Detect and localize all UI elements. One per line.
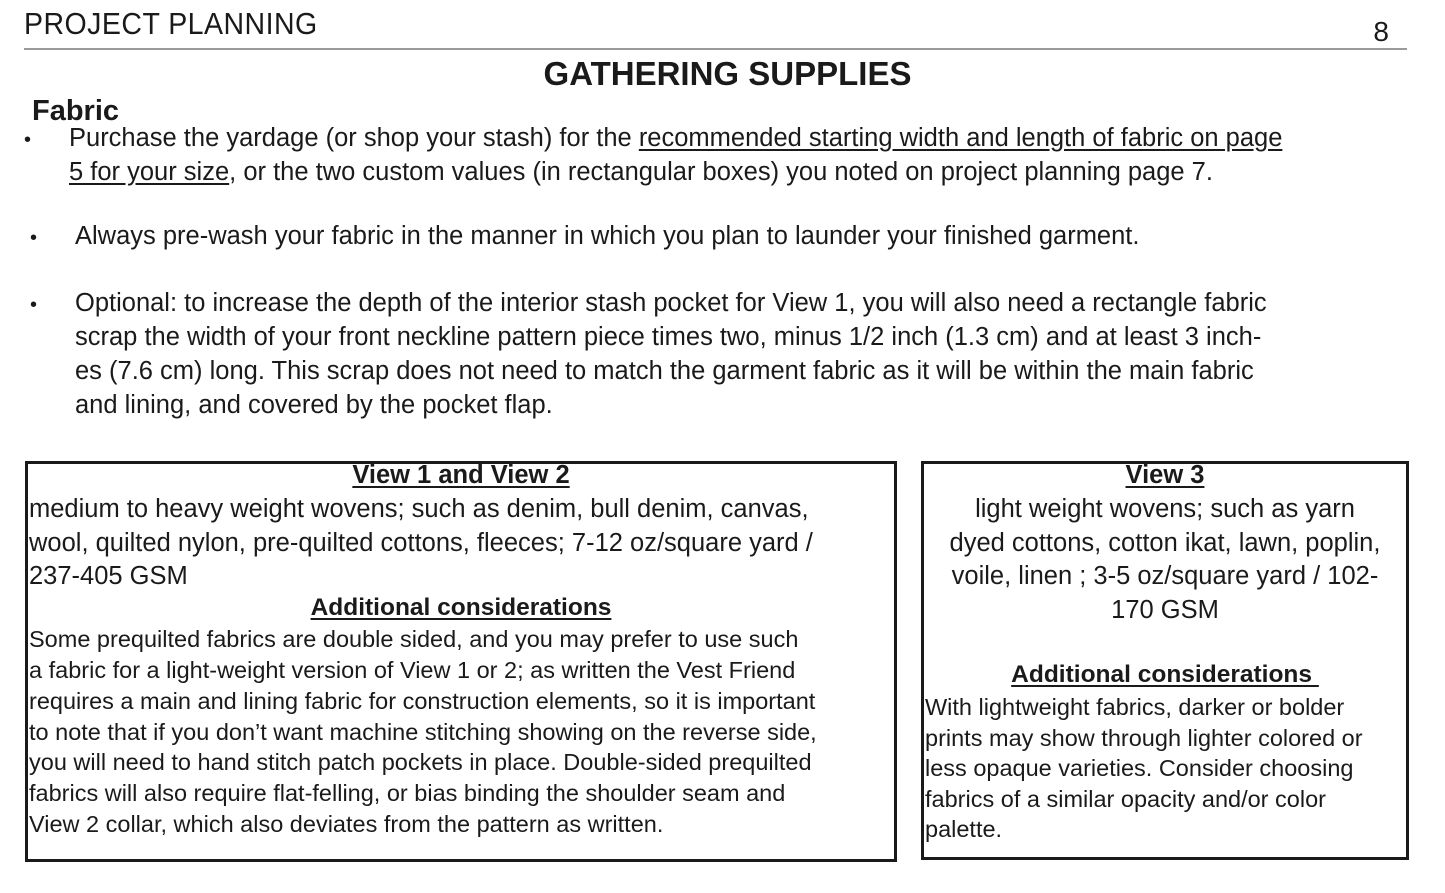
page-header xyxy=(24,4,1407,50)
view-1-2-consideration-line-2: a fabric for a light-weight version of View 1 or 2; as written the Vest Friend xyxy=(29,657,796,683)
section-title: GATHERING SUPPLIES xyxy=(543,55,912,92)
view-1-2-desc-line-1: medium to heavy weight wovens; such as denim, bull denim, canvas, xyxy=(29,495,809,523)
view-3-desc-line-2: dyed cottons, cotton ikat, lawn, poplin, xyxy=(949,529,1381,557)
view-1-2-fabric-box xyxy=(25,461,897,862)
view-1-2-desc-line-2: wool, quilted nylon, pre-quilted cottons, fleeces; 7-12 oz/square yard / xyxy=(29,529,813,557)
bullet-1-line-1 xyxy=(69,122,1282,156)
view-3-desc-line-3: voile, linen ; 3-5 oz/square yard / 102- xyxy=(951,562,1379,590)
view-1-2-consideration-line-3: requires a main and lining fabric for construction elements, so it is important xyxy=(29,688,816,714)
view-1-2-consideration-line-7: View 2 collar, which also deviates from the pattern as written. xyxy=(29,811,664,837)
bullet-3-line-4: and lining, and covered by the pocket flap. xyxy=(75,391,553,419)
view-3-fabric-box xyxy=(921,461,1409,860)
view-3-consideration-line-4: fabrics of a similar opacity and/or color xyxy=(925,786,1326,812)
header-title: PROJECT PLANNING xyxy=(24,6,318,41)
view-1-2-desc-line-3: 237-405 GSM xyxy=(29,562,188,590)
view-3-consideration-line-3: less opaque varieties. Consider choosing xyxy=(925,755,1354,781)
bullet-3-line-3: es (7.6 cm) long. This scrap does not need to match the garment fabric as it will be within the main fabric xyxy=(75,357,1254,385)
view-1-2-consideration-line-1: Some prequilted fabrics are double sided, and you may prefer to use such xyxy=(29,626,799,652)
bullet-1-text-start: Purchase the yardage (or shop your stash) for the xyxy=(69,124,639,152)
bullet-dot: • xyxy=(24,129,32,151)
view-3-consideration-line-1: With lightweight fabrics, darker or bolder xyxy=(925,694,1345,720)
view-1-2-consideration-line-5: you will need to hand stitch patch pockets in place. Double-sided prequilted xyxy=(29,749,812,775)
bullet-2-line-1: Always pre-wash your fabric in the manner in which you plan to launder your finished garment. xyxy=(75,222,1140,250)
bullet-1-line-2 xyxy=(69,156,1213,190)
view-1-2-considerations-heading: Additional considerations xyxy=(310,594,612,621)
bullet-dot: • xyxy=(30,294,38,316)
page-number: 8 xyxy=(1373,16,1389,47)
bullet-1-text-end: , or the two custom values (in rectangular boxes) you noted on project planning page 7. xyxy=(229,158,1213,186)
view-1-2-heading: View 1 and View 2 xyxy=(352,461,570,489)
view-1-2-consideration-line-4: to note that if you don’t want machine stitching showing on the reverse side, xyxy=(29,719,817,745)
bullet-dot: • xyxy=(30,227,38,249)
view-3-consideration-line-5: palette. xyxy=(925,816,1003,842)
bullet-3-line-2: scrap the width of your front neckline pattern piece times two, minus 1/2 inch (1.3 cm) and at least 3 inch- xyxy=(75,323,1262,351)
fabric-heading: Fabric xyxy=(32,95,120,127)
view-3-consideration-line-2: prints may show through lighter colored or xyxy=(925,725,1363,751)
view-3-desc-line-1: light weight wovens; such as yarn xyxy=(975,495,1355,523)
view-3-heading: View 3 xyxy=(1125,461,1205,489)
view-1-2-consideration-line-6: fabrics will also require flat-felling, or bias binding the shoulder seam and xyxy=(29,780,786,806)
page-5-reference-link[interactable]: recommended starting width and length of fabric on page xyxy=(638,124,1283,152)
bullet-3-line-1: Optional: to increase the depth of the interior stash pocket for View 1, you will also need a rectangle fabric xyxy=(75,289,1267,317)
view-3-desc-line-4: 170 GSM xyxy=(1111,596,1219,624)
view-3-considerations-heading: Additional considerations xyxy=(1011,661,1319,688)
size-reference-link[interactable]: 5 for your size xyxy=(69,158,230,186)
